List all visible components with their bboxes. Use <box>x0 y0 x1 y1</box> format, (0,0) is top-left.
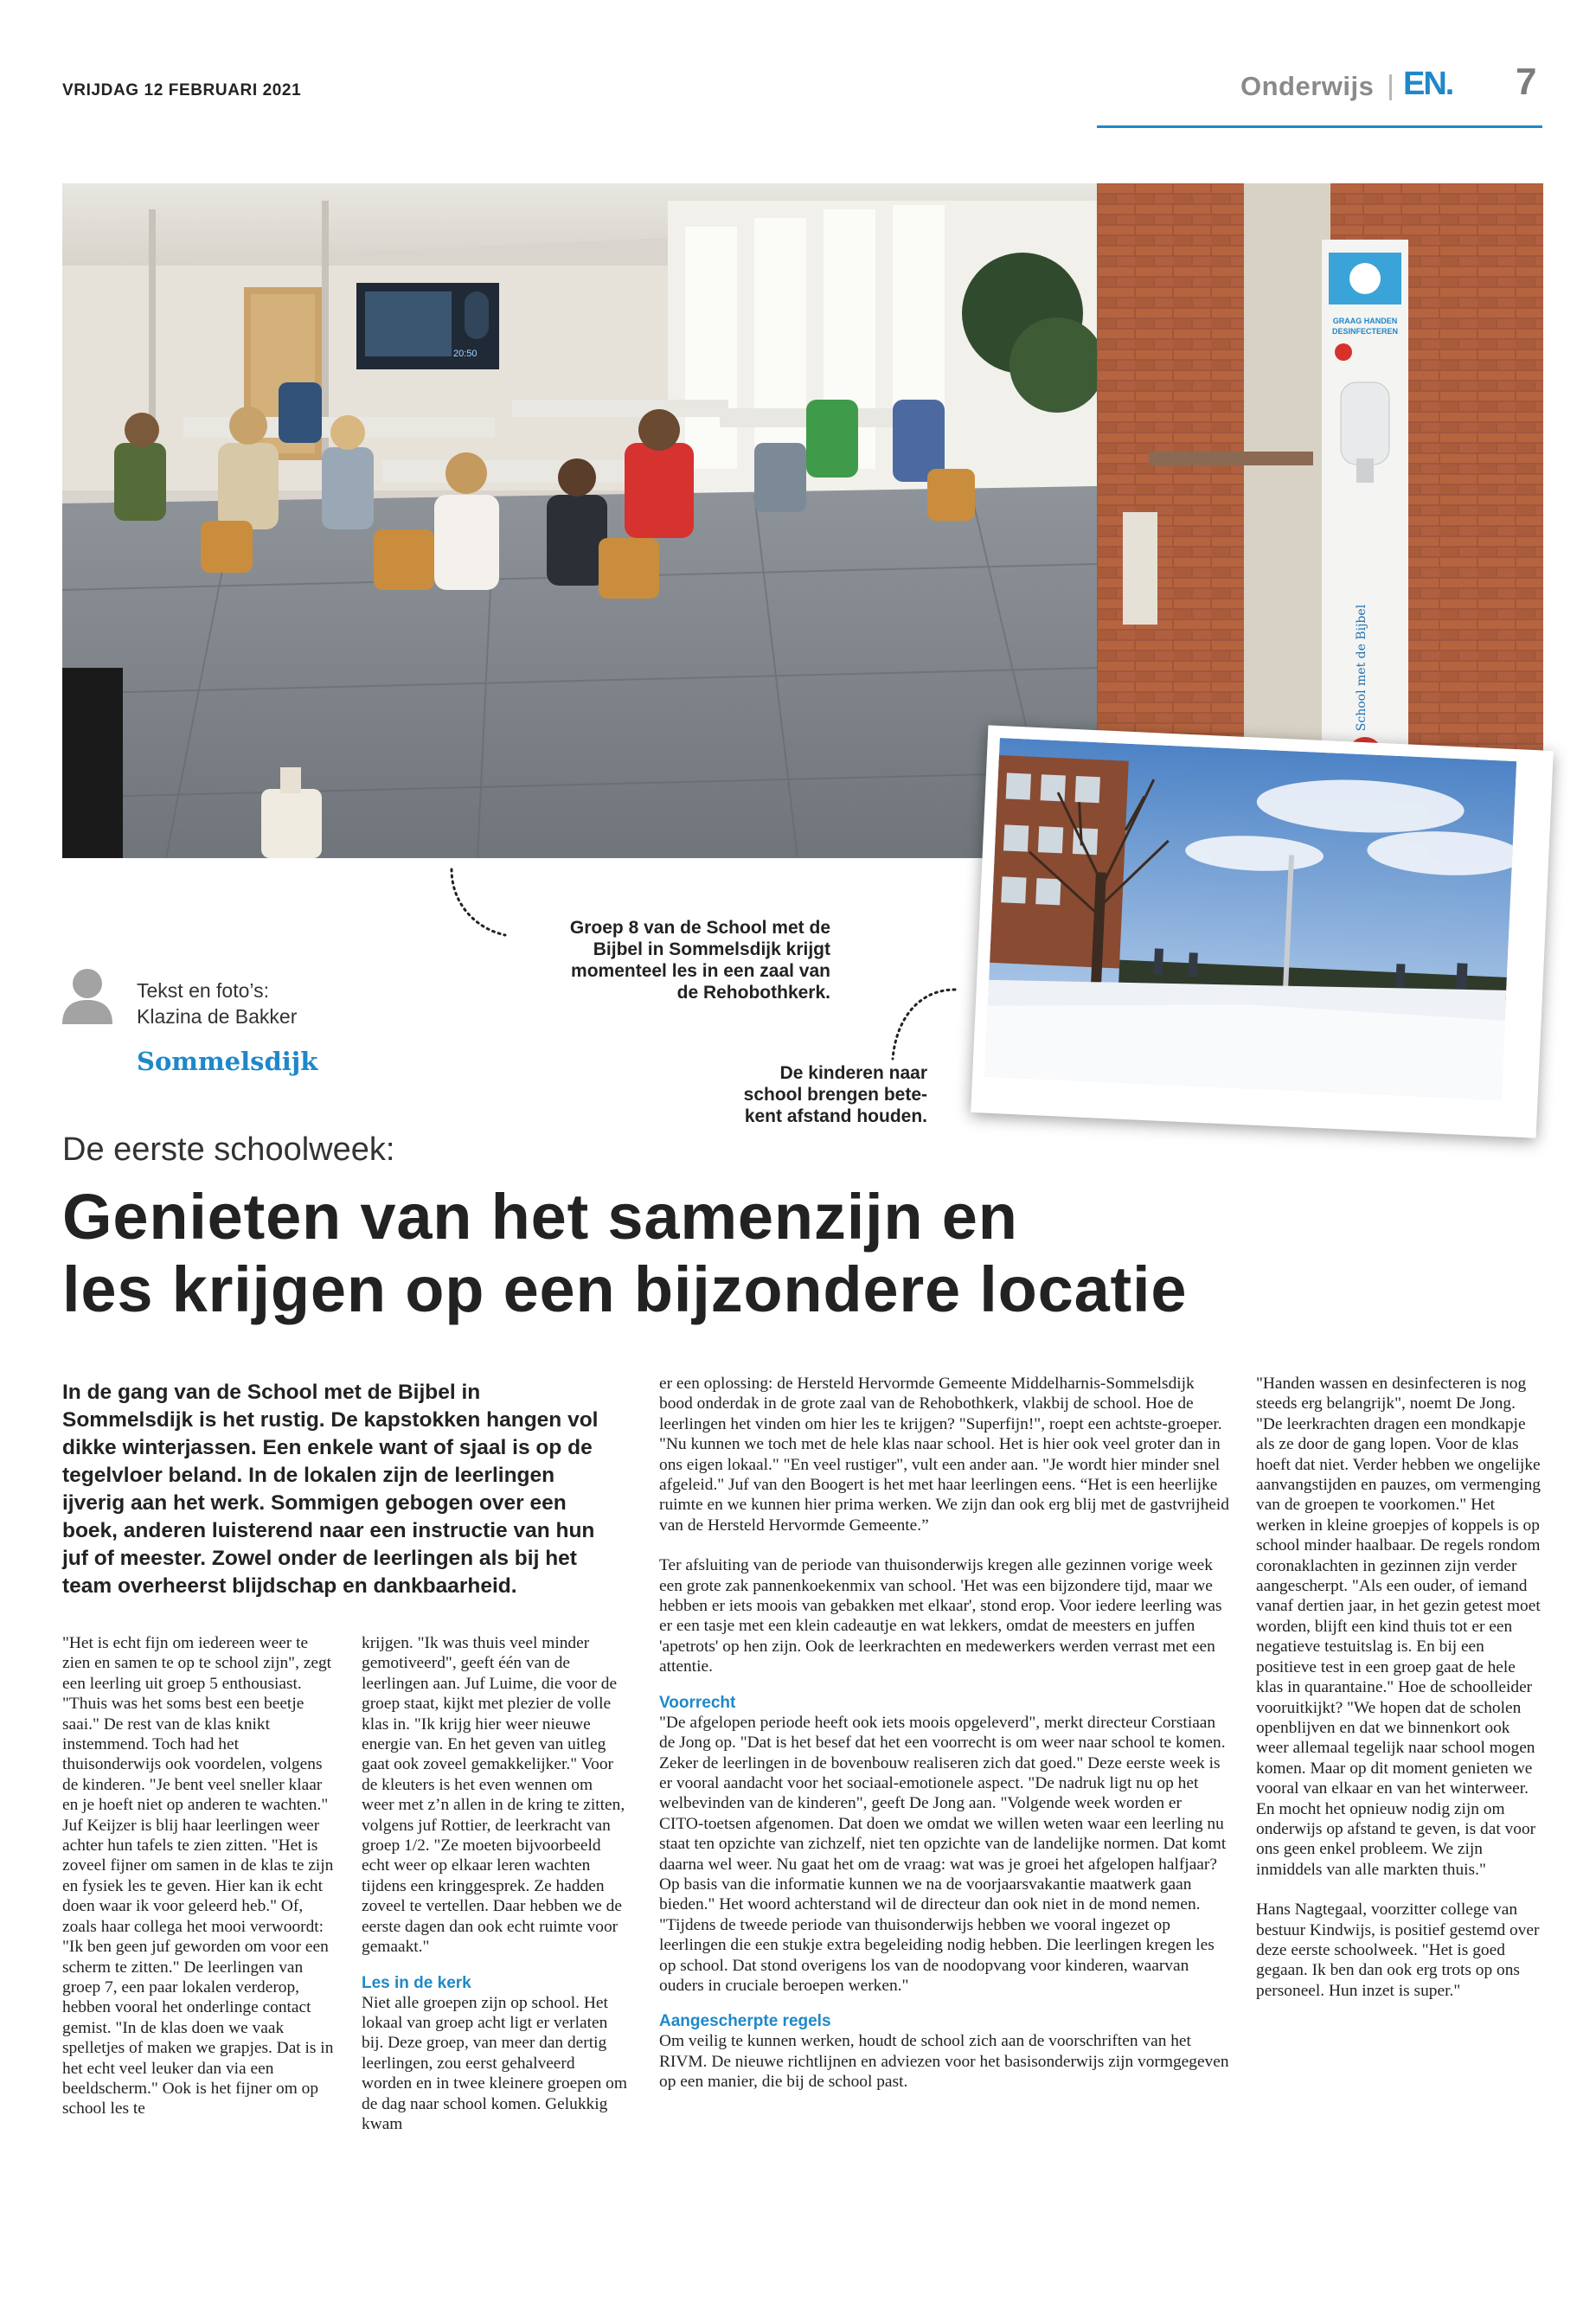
byline <box>137 977 297 1029</box>
section-name: Onderwijs <box>1240 71 1375 101</box>
caption-line: kent afstand houden. <box>744 1106 927 1126</box>
schoolyard-photo <box>971 725 1554 1138</box>
classroom-caption <box>484 917 830 1003</box>
paragraph: "Het is echt fijn om iedereen weer te zien en samen te op te school zijn", zegt een leerling uit groep 5 enthousiast. "Thuis was het soms best een beetje saai." De rest van de klas knikt instemmend. Toch had het thuisonderwijs ook voordelen, volgens de kinderen. "Je bent veel sneller klaar en je hoeft niet op anderen te wachten." Juf Keijzer is blij haar leerlingen weer achter hun tafels te zien zitten. "Het is zoveel fijner om samen in de klas te zijn en fysiek les te geven. Hier kan ik echt doen waar ik voor geleerd heb." Of, zoals haar collega het mooi verwoordt: "Ik ben geen juf geworden om voor een scherm te zitten." De leerlingen van groep 7, een paar lokalen verderop, hebben vooral het onderlinge contact gemist. "In de klas doen we vaak spelletjes of maken we grapjes. Dat is in het echt veel leuker dan via een beeldscherm." Ook is het fijner om op school les te <box>62 1634 334 2118</box>
header-divider <box>1389 74 1392 100</box>
article-intro: In de gang van de School met de Bijbel in Sommelsdijk is het rustig. De kapstokken hangen vol dikke winterjassen. Een enkele want of sjaal is op de tegelvloer beland. In de lokalen zijn de leerlingen ijverig aan het werk. Sommigen gebogen over een boek, anderen luisterend naar een instructie van hun juf of meester. Zowel onder de leerlingen als bij het team overheerst blijdschap en dankbaarheid. <box>62 1381 599 1598</box>
dateline: Sommelsdijk <box>137 1047 318 1076</box>
subheading-voorrecht: Voorrecht <box>659 1693 736 1712</box>
person-silhouette-icon <box>62 967 112 1024</box>
schoolyard-caption <box>657 1062 927 1127</box>
subheading-aangescherpte-regels: Aangescherpte regels <box>659 2012 831 2031</box>
caption-line: De kinderen naar <box>779 1063 927 1083</box>
paragraph: Ter afsluiting van de periode van thuisonderwijs kregen alle gezinnen vorige week een grote zak pannenkoekenmix van school. 'Het was een bijzondere tijd, maar we hebben er iets moois van gebakken met elkaar', stond erop. Voor iedere leerling was er een tasje met een klein cadeautje en wat lekkers, omdat de meesters en juffen 'apetrots' op hen zijn. Ook de leerkrachten en medewerkers werden verrast met een attentie. <box>659 1556 1222 1676</box>
dispenser-school-name: School met de Bijbel <box>1355 604 1368 732</box>
paragraph: "De afgelopen periode heeft ook iets moois opgeleverd", merkt directeur Corstiaan de Jong op. "Dat is het besef dat het een voorrecht is om weer naar school te komen. Zeker de leerlingen in de bovenbouw realiseren zich dat goed." Deze eerste week is er vooral aandacht voor het sociaal-emotionele aspect. "De nadruk ligt nu op het welbevinden van de kinderen", geeft De Jong aan. "Volgende week worden er CITO-toetsen afgenomen. Dat doen we omdat we willen weten waar een leerling nu staat ten opzichte van zichzelf, niet ten opzichte van de landelijke normen. Dat komt daarna wel weer. Nu gaat het om de vraag: wat was je groei het afgelopen halfjaar? Op basis van die informatie kunnen we na de voorjaarsvakantie maatwerk gaan bieden." Het woord achterstand wil de directeur dan ook niet in de mond nemen. "Tijdens de tweede periode van thuisonderwijs hebben we vooral ingezet op leerlingen die een stukje extra begeleiding nodig hebben. Die leerlingen kregen les op school. Dat stond overigens los van de noodopvang voor kinderen, waarvan ouders in cruciale beroepen werken." <box>659 1713 1227 1995</box>
article-column-2 <box>362 1633 628 2134</box>
paragraph: krijgen. "Ik was thuis veel minder gemotiveerd", geeft één van de leerlingen aan. Juf Luime, die voor de groep staat, kijkt met plezier de volle klas in. "Ik krijg hier weer nieuwe energie van. En het geven van uitleg gaat ook zoveel gemakkelijker." Voor de kleuters is het even wennen om weer met z’n allen in de kring te zitten, volgens juf Rottier, de leerkracht van groep 1/2. "Ze moeten bijvoorbeeld echt weer op elkaar leren wachten tijdens een kringgesprek. Ze hadden zoveel te vertellen. Daar hebben we de eerste dagen dan ook echt ruimte voor gemaakt." <box>362 1634 625 1957</box>
header-rule <box>1097 125 1542 128</box>
article-kicker: De eerste schoolweek: <box>62 1131 395 1168</box>
byline-author: Klazina de Bakker <box>137 1005 298 1028</box>
paragraph: Om veilig te kunnen werken, houdt de school zich aan de voorschriften van het RIVM. De nieuwe richtlijnen en adviezen voor het basisonderwijs zijn vormgegeven op een manier, die bij de school past. <box>659 2032 1229 2092</box>
caption-line: school brengen bete- <box>743 1085 927 1105</box>
paragraph: "Handen wassen en desinfecteren is nog steeds erg belangrijk", noemt De Jong. "De leerkrachten dragen een mondkapje als ze door de gang lopen. Voor de klas hoeft dat niet. Verder hebben we ongelijke aanvangstijden en pauzes, om vermenging van de groepen te voorkomen." Het werken in kleine groepjes of koppels is op school minder haalbaar. De regels rondom coronaklachten in gezinnen zijn verder aangescherpt. "Als een ouder, of iemand vanaf dertien jaar, in het gezin getest moet worden, blijft een kind thuis tot er een negatieve testuitslag is. En bij een positieve test in een groep gaat de hele klas in quarantaine." Hoe de schoolleider vooruitkijkt? "We hopen dat de scholen openblijven en dat we binnenkort ook weer allemaal tegelijk naar school mogen komen. Maar op dit moment genieten we vooral van elkaar en van het winterweer. En mocht het opnieuw nodig zijn om onderwijs op afstand te geven, is dat voor ons geen enkel probleem. We zijn inmiddels van alle markten thuis." <box>1256 1375 1541 1879</box>
headline-line-1: Genieten van het samenzijn en <box>62 1181 1018 1253</box>
screen-clock: 20:50 <box>453 349 478 359</box>
article-column-4 <box>1256 1374 1542 2001</box>
paragraph: er een oplossing: de Hersteld Hervormde Gemeente Middelharnis-Sommelsdijk bood onderdak in de grote zaal van de Rehobothkerk, vlakbij de school. Hoe de leerlingen het vinden om hier les te krijgen? "Superfijn!", roept een achtste-groeper. "Nu kunnen we toch met de hele klas naar school. Het is hier ook veel groter dan in ons eigen lokaal." "En veel rustiger", vult een ander aan. "Je wordt hier minder snel afgeleid." Juf van den Boogert is het met haar leerlingen eens. “Het is een heerlijke ruimte en we kunnen hier prima werken. We zijn dan ook erg blij met de gastvrijheid van de Hersteld Hervormde Gemeente.” <box>659 1375 1229 1535</box>
article-column-3 <box>659 1374 1230 2093</box>
caption-line: momenteel les in een zaal van <box>571 961 830 981</box>
issue-date: VRIJDAG 12 FEBRUARI 2021 <box>62 81 302 99</box>
dispenser-sign-line-1: GRAAG HANDEN <box>1332 317 1398 325</box>
caption-line: Bijbel in Sommelsdijk krijgt <box>593 939 830 959</box>
byline-label: Tekst en foto’s: <box>137 979 269 1002</box>
newspaper-logo: EN. <box>1403 66 1453 102</box>
article-column-1 <box>62 1633 335 2119</box>
headline-line-2: les krijgen op een bijzondere locatie <box>62 1253 1188 1325</box>
dispenser-sign-line-2: DESINFECTEREN <box>1331 327 1399 336</box>
subheading-les-in-de-kerk: Les in de kerk <box>362 1973 471 1992</box>
caption-line: Groep 8 van de School met de <box>569 918 830 938</box>
paragraph: Niet alle groepen zijn op school. Het lokaal van groep acht ligt er verlaten bij. Deze groep, van meer dan dertig leerlingen, zou eerst gehalveerd worden en in twee kleinere groepen om de dag naar school komen. Gelukkig kwam <box>362 1993 627 2133</box>
caption-line: de Rehobothkerk. <box>676 983 830 1003</box>
article-headline <box>62 1181 1187 1326</box>
classroom-photo <box>62 183 1097 858</box>
paragraph: Hans Nagtegaal, voorzitter college van bestuur Kindwijs, is positief gestemd over deze eerste schoolweek. "Het is goed gegaan. Ik ben dan ook erg trots op ons personeel. Hun inzet is super." <box>1256 1900 1540 2000</box>
caption-pointer-2 <box>884 984 962 1062</box>
page-number: 7 <box>1516 61 1537 103</box>
